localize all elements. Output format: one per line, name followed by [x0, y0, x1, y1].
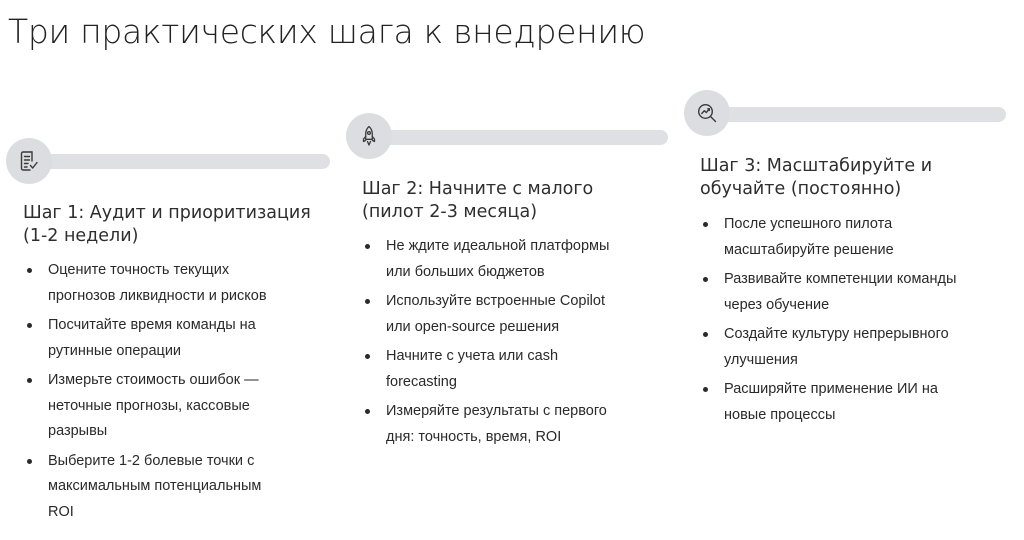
list-item: После успешного пилота масштабируйте решение	[699, 212, 1019, 263]
step-2-heading-line2: (пилот 2-3 месяца)	[362, 202, 538, 222]
list-item: Расширяйте применение ИИ на новые процессы	[699, 377, 1019, 428]
list-item: Измеряйте результаты с первого дня: точность, время, ROI	[361, 399, 671, 450]
list-item: Начните с учета или cash forecasting	[361, 344, 671, 395]
step-3-heading-line1: Шаг 3: Масштабируйте и	[700, 156, 933, 176]
page-title: Три практических шага к внедрению	[8, 12, 646, 51]
step-3-bullet-list	[699, 212, 1019, 432]
bullet-dot	[703, 332, 708, 337]
step-3-heading-line2: обучайте (постоянно)	[700, 179, 902, 199]
list-item: Используйте встроенные Copilot или open-source решения	[361, 289, 671, 340]
step-1-heading-line1: Шаг 1: Аудит и приоритизация	[23, 203, 311, 223]
list-item: Не ждите идеальной платформы или больших бюджетов	[361, 234, 671, 285]
chart-magnifier-icon	[695, 101, 719, 125]
bullet-dot	[703, 277, 708, 282]
list-item: Выберите 1-2 болевые точки с максимальным потенциальным ROI	[23, 449, 333, 526]
list-item: Создайте культуру непрерывного улучшения	[699, 322, 1019, 373]
step-3-icon-circle	[684, 90, 730, 136]
list-item: Оцените точность текущих прогнозов ликвидности и рисков	[23, 258, 333, 309]
step-3-progress-track	[718, 107, 1006, 122]
list-item: Посчитайте время команды на рутинные операции	[23, 313, 333, 364]
step-2-heading-line1: Шаг 2: Начните с малого	[362, 179, 594, 199]
step-1-heading-line2: (1-2 недели)	[23, 226, 139, 246]
list-item: Измерьте стоимость ошибок — неточные прогнозы, кассовые разрывы	[23, 368, 333, 445]
bullet-dot	[703, 222, 708, 227]
list-item: Развивайте компетенции команды через обучение	[699, 267, 1019, 318]
step-3-heading	[700, 155, 1010, 201]
bullet-dot	[703, 387, 708, 392]
